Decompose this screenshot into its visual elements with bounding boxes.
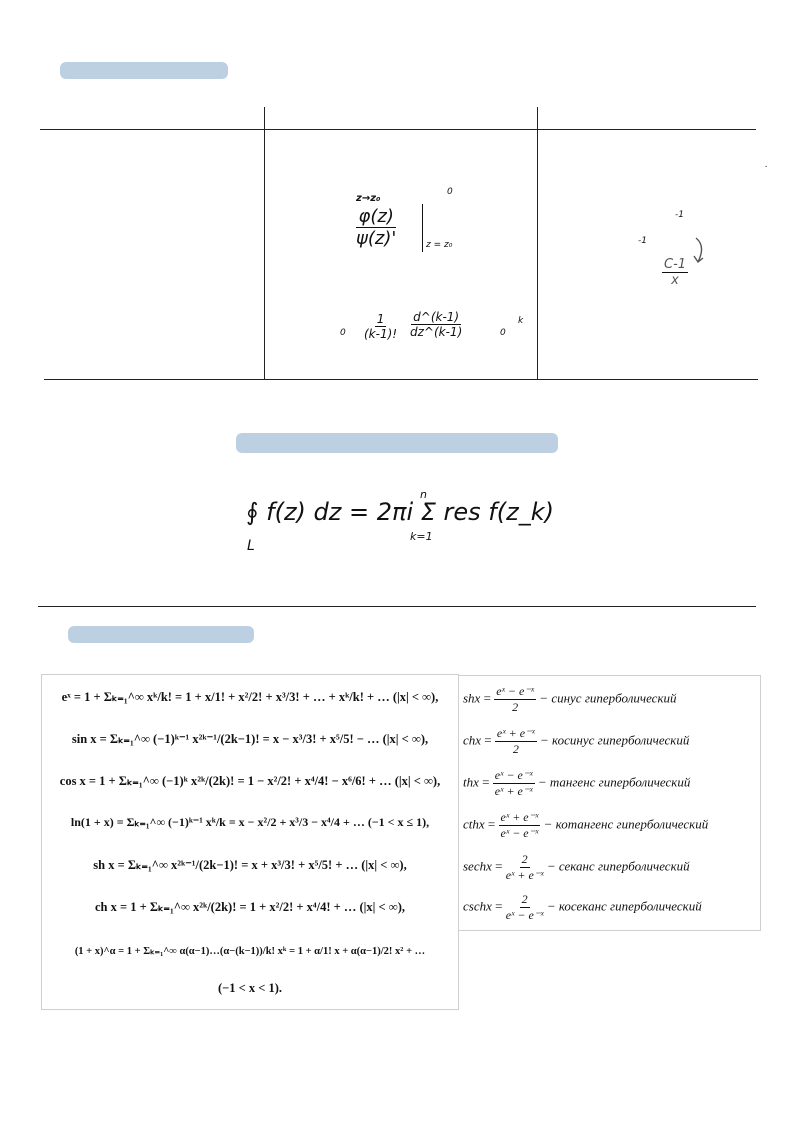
hyperbolic-row: cthx = $\frac{\text{eˣ + e⁻ˣ}}{\text{eˣ − e⁻ˣ}}$ − котангенс гиперболический xyxy=(463,810,709,840)
hyperbolic-row: sechx = $\frac{2}{\text{eˣ + e⁻ˣ}}$ − секанс гиперболический xyxy=(463,852,690,882)
order-k-coefficient xyxy=(364,312,397,341)
hyperbolic-panel xyxy=(458,675,761,931)
derivative-operator xyxy=(410,310,462,339)
residue-fraction xyxy=(356,206,396,249)
sum-upper-limit: n xyxy=(420,488,427,501)
series-exp: eˣ = 1 + Σₖ₌₁^∞ xᵏ/k! = 1 + x/1! + x²/2! + x³/3! + … + xᵏ/k! + … (|x| < ∞), xyxy=(61,690,439,704)
series-sh: sh x = Σₖ₌₁^∞ x²ᵏ⁻¹/(2k−1)! = x + x³/3! + x⁵/5! + … (|x| < ∞), xyxy=(93,858,407,872)
right-fraction xyxy=(662,257,688,288)
series-ln: ln(1 + x) = Σₖ₌₁^∞ (−1)ᵏ⁻¹ xᵏ/k = x − x²/2 + x³/3 − x⁴/4 + … (−1 < x ≤ 1), xyxy=(70,815,430,829)
residue-theorem-formula: ∮ f(z) dz = 2πi Σ res f(z_k) xyxy=(246,498,554,526)
section-divider xyxy=(38,606,756,607)
right-fraction-numerator: C-1 xyxy=(664,257,687,272)
series-cos: cos x = 1 + Σₖ₌₁^∞ (−1)ᵏ x²ᵏ/(2k)! = 1 − x²/2! + x⁴/4! − x⁶/6! + … (|x| < ∞), xyxy=(59,774,441,788)
coef-numerator: 1 xyxy=(376,312,385,326)
zero-right: 0 xyxy=(500,328,506,338)
series-binomial-domain: (−1 < x < 1). xyxy=(217,981,283,995)
sum-lower-limit: k=1 xyxy=(410,530,433,543)
superscript-k: k xyxy=(518,316,524,326)
right-minus-one-top: -1 xyxy=(675,210,684,220)
coef-denominator: (k-1)! xyxy=(364,327,398,341)
fraction-numerator: φ(z) xyxy=(358,206,394,227)
section-heading-highlight-1 xyxy=(60,62,228,79)
series-ch: ch x = 1 + Σₖ₌₁^∞ x²ᵏ/(2k)! = 1 + x²/2! + x⁴/4! + … (|x| < ∞), xyxy=(95,900,405,914)
right-fraction-denominator: x xyxy=(671,273,679,288)
series-binomial: (1 + x)^α = 1 + Σₖ₌₁^∞ α(α−1)…(α−(k−1))/k! xᵏ = 1 + α/1! x + α(α−1)/2! x² + … xyxy=(74,946,426,957)
contour-label: L xyxy=(247,538,255,554)
hyperbolic-row: shx = $\frac{\text{eˣ − e⁻ˣ}}{2}$ − синус гиперболический xyxy=(463,684,677,714)
fraction-denominator: ψ(z)' xyxy=(356,228,397,249)
section-heading-highlight-2 xyxy=(236,433,558,453)
hyperbolic-row: thx = $\frac{\text{eˣ − e⁻ˣ}}{\text{eˣ + e⁻ˣ}}$ − тангенс гиперболический xyxy=(463,768,691,798)
limit-subscript: z→z₀ xyxy=(356,193,381,204)
right-edge-dot: . xyxy=(765,160,768,170)
right-minus-one-mid: -1 xyxy=(638,236,647,246)
zero-left: 0 xyxy=(340,328,346,338)
section-heading-highlight-3 xyxy=(68,626,254,643)
series-sin: sin x = Σₖ₌₁^∞ (−1)ᵏ⁻¹ x²ᵏ⁻¹/(2k−1)! = x − x³/3! + x⁵/5! − … (|x| < ∞), xyxy=(71,732,429,746)
taylor-series-panel xyxy=(41,674,459,1010)
curved-arrow-icon xyxy=(690,236,710,266)
superscript-zero: 0 xyxy=(447,187,453,197)
evaluation-bar xyxy=(422,204,423,252)
evaluation-point: z = z₀ xyxy=(426,240,453,250)
deriv-denominator: dz^(k-1) xyxy=(410,325,463,339)
hyperbolic-row: cschx = $\frac{2}{\text{eˣ − e⁻ˣ}}$ − косеканс гиперболический xyxy=(463,892,702,922)
deriv-numerator: d^(k-1) xyxy=(413,310,460,324)
hyperbolic-row: chx = $\frac{\text{eˣ + e⁻ˣ}}{2}$ − косинус гиперболический xyxy=(463,726,690,756)
